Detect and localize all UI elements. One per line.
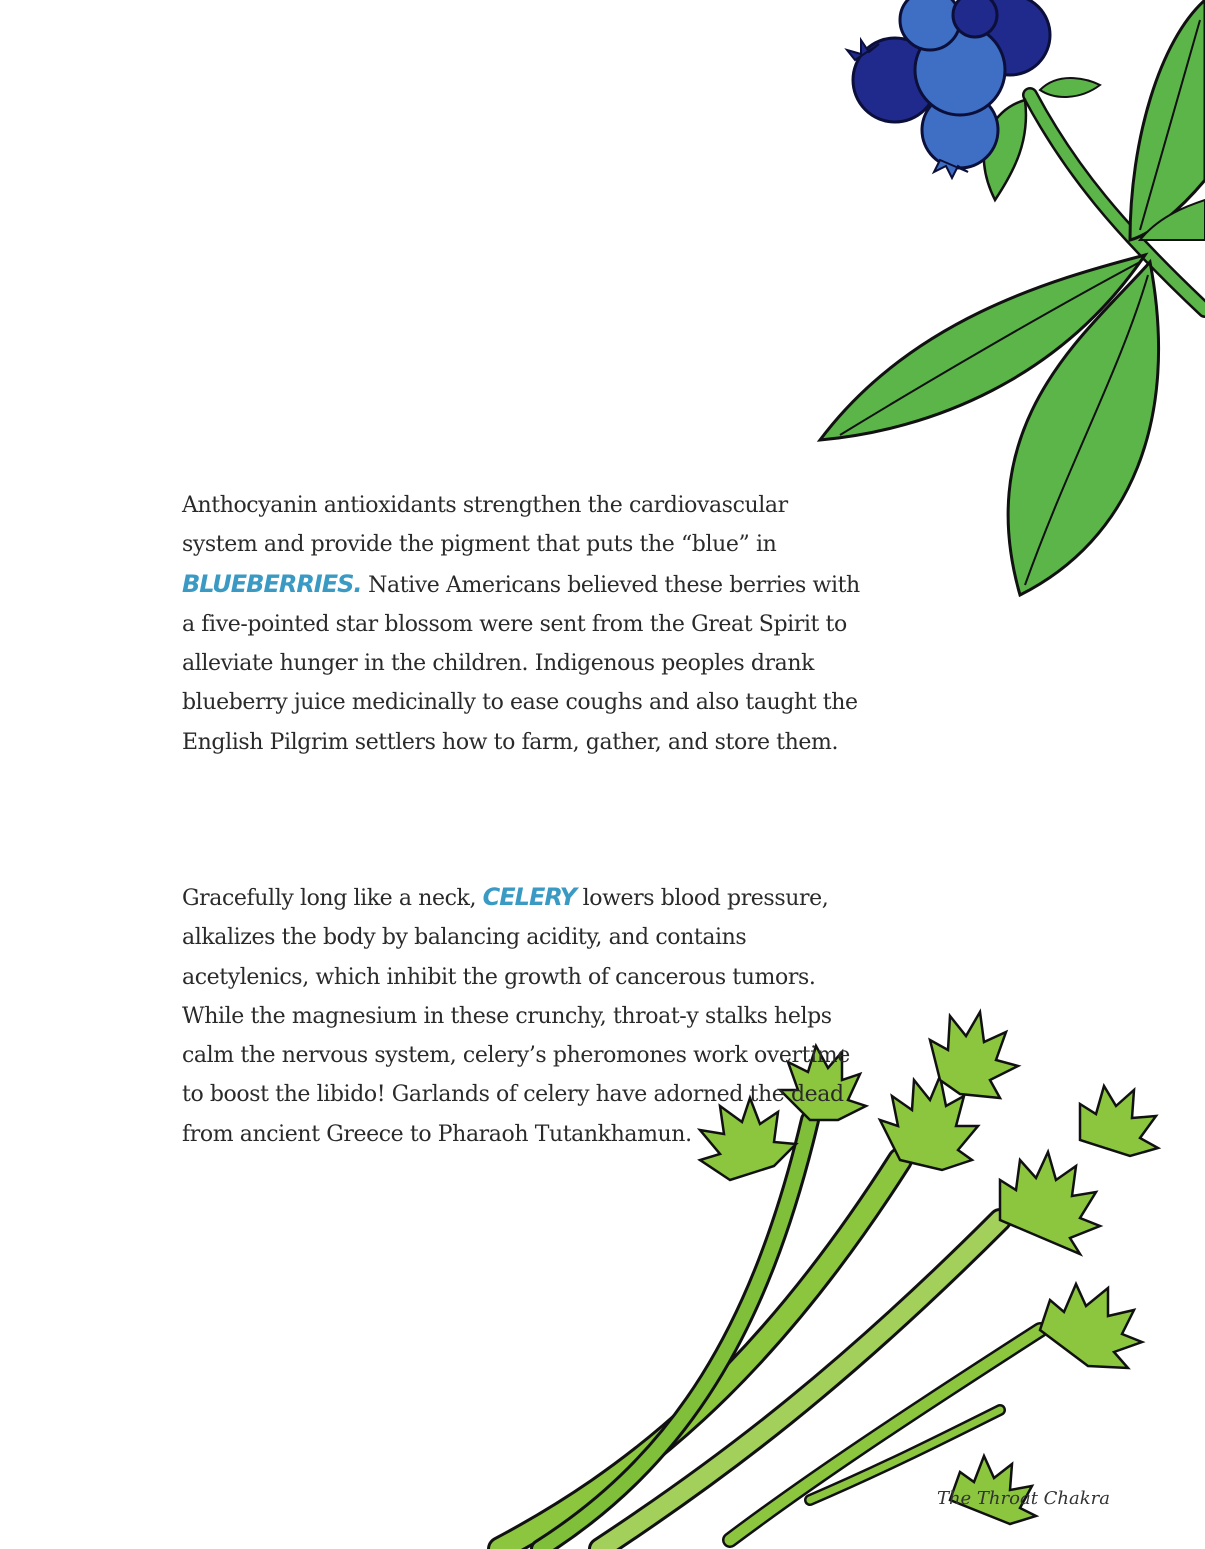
paragraph-text: Anthocyanin antioxidants strengthen the cardiovascular system and provide the pigment that puts the “blue” in (182, 493, 788, 558)
celery-highlight: CELERY (482, 883, 576, 911)
celery-paragraph (182, 878, 862, 1154)
blueberries-highlight: BLUEBERRIES. (182, 569, 362, 598)
paragraph-text: Gracefully long like a neck, (182, 886, 483, 911)
paragraph-text: lowers blood pressure, alkalizes the body by balancing acidity, and contains acetylenics, which inhibit the growth of cancerous tumors. While the magnesium in these crunchy, throat-y stalks helps calm the nervous system, celery’s pheromones work overtime to boost the libido! Garlands of celery have adorned the dead from ancient Greece to Pharaoh Tutankhamun. (182, 886, 850, 1147)
paragraph-text: Native Americans believed these berries with a five-pointed star blossom were sent from the Great Spirit to alleviate hunger in the children. Indigenous peoples drank blueberry juice medicinally to ease coughs and also taught the English Pilgrim settlers how to farm, gather, and store them. (182, 572, 860, 755)
blueberries-paragraph (182, 486, 862, 762)
chapter-footer: The Throat Chakra (936, 1488, 1110, 1509)
